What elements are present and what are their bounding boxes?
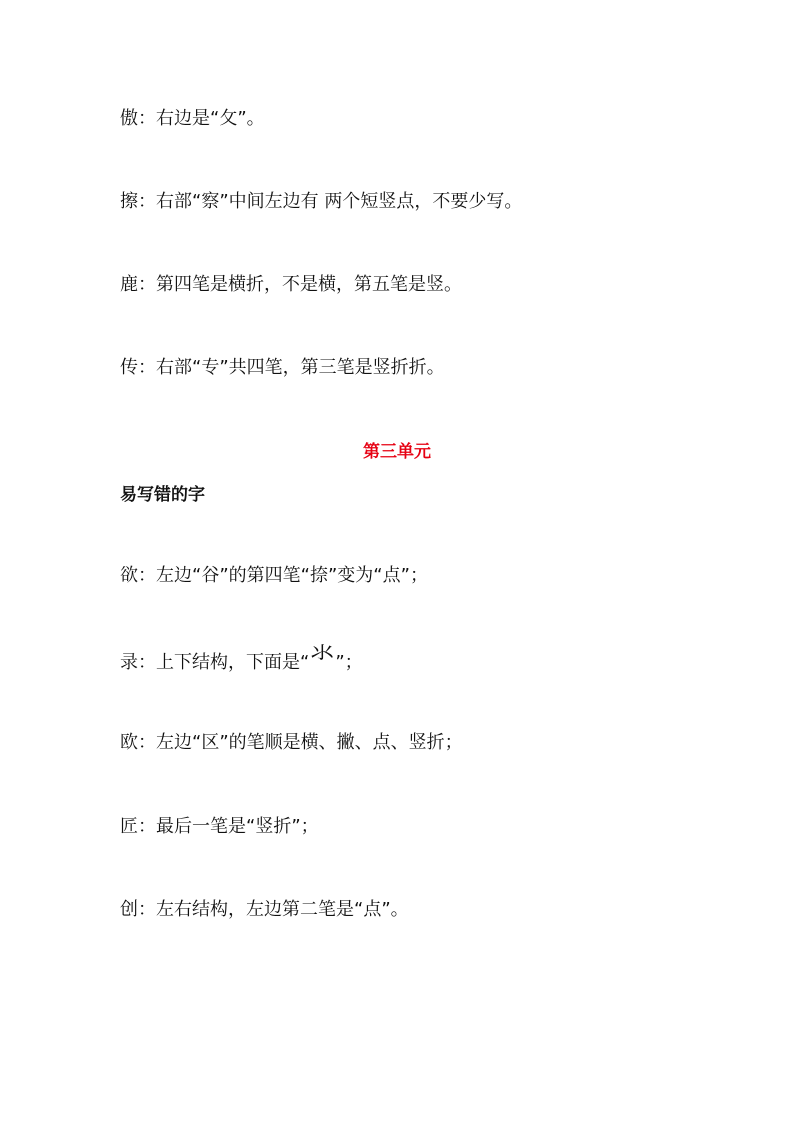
water-radical-glyph: 氺 <box>310 639 335 667</box>
entry-chuang: 创：左右结构，左边第二笔是“点”。 <box>120 899 409 920</box>
entry-yu: 欲：左边“谷”的第四笔“捺”变为“点”； <box>120 565 428 586</box>
entry-lu-deer: 鹿：第四笔是横折，不是横，第五笔是竖。 <box>120 274 462 295</box>
unit-three-title: 第三单元 <box>363 442 431 462</box>
section-subtitle: 易写错的字 <box>120 485 205 505</box>
entry-ao: 傲：右边是“攵”。 <box>120 108 265 129</box>
entry-chuan: 传：右部“专”共四笔，第三笔是竖折折。 <box>120 357 445 378</box>
entry-lu-record-before: 录：上下结构，下面是“ <box>120 652 310 673</box>
entry-ca: 擦：右部“察”中间左边有 两个短竖点，不要少写。 <box>120 191 523 212</box>
entry-jiang: 匠：最后一笔是“竖折”； <box>120 816 319 837</box>
entry-lu-record-after: ”； <box>335 652 363 673</box>
entry-lu-record <box>120 639 363 675</box>
entry-ou: 欧：左边“区”的笔顺是横、撇、点、竖折； <box>120 732 463 753</box>
